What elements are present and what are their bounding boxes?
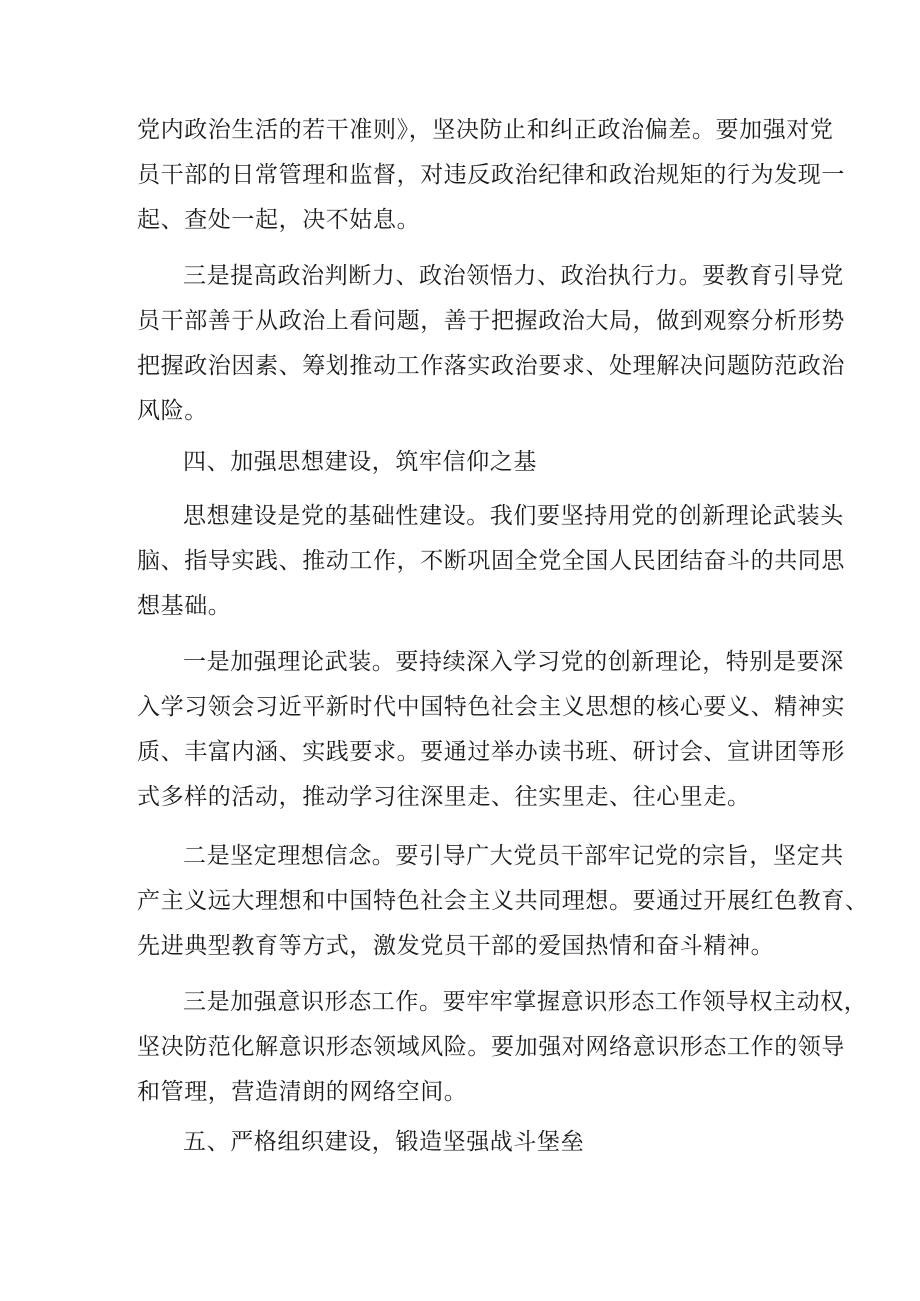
text-line: 先进典型教育等方式，激发党员干部的爱国热情和奋斗精神。 — [137, 933, 775, 959]
text-line: 员干部的日常管理和监督，对违反政治纪律和政治规矩的行为发现一 — [137, 162, 845, 188]
paragraph-theory-armament — [137, 640, 845, 820]
text-line: 一是加强理论武装。要持续深入学习党的创新理论，特别是要深 — [183, 649, 844, 675]
text-line: 起、查处一起，决不姑息。 — [137, 207, 421, 233]
paragraph-political-judgment — [137, 254, 845, 434]
heading-line: 四、加强思想建设，筑牢信仰之基 — [183, 449, 537, 475]
text-line: 员干部善于从政治上看问题，善于把握政治大局，做到观察分析形势 — [137, 308, 845, 334]
text-line: 式多样的活动，推动学习往深里走、往实里走、往心里走。 — [137, 784, 751, 810]
text-line: 产主义远大理想和中国特色社会主义共同理想。要通过开展红色教育、 — [137, 888, 869, 914]
text-line: 入学习领会习近平新时代中国特色社会主义思想的核心要义、精神实 — [137, 694, 845, 720]
text-line: 和管理，营造清朗的网络空间。 — [137, 1079, 468, 1105]
text-line: 二是坚定理想信念。要引导广大党员干部牢记党的宗旨，坚定共 — [183, 843, 844, 869]
section-heading-5 — [137, 1120, 797, 1165]
text-line: 三是提高政治判断力、政治领悟力、政治执行力。要教育引导党 — [183, 263, 844, 289]
paragraph-ideology-work — [137, 980, 868, 1115]
text-line: 把握政治因素、筹划推动工作落实政治要求、处理解决问题防范政治 — [137, 353, 845, 379]
paragraph-ideological-building — [137, 494, 845, 629]
heading-line: 五、严格组织建设，锻造坚强战斗堡垒 — [183, 1129, 585, 1155]
paragraph-continuation — [137, 108, 845, 243]
text-line: 党内政治生活的若干准则》，坚决防止和纠正政治偏差。要加强对党 — [137, 117, 834, 143]
paragraph-ideals-beliefs — [137, 834, 869, 969]
text-line: 风险。 — [137, 398, 208, 424]
text-line: 脑、指导实践、推动工作，不断巩固全党全国人民团结奋斗的共同思 — [137, 548, 845, 574]
section-heading-4 — [137, 440, 797, 485]
text-line: 想基础。 — [137, 593, 232, 619]
text-line: 质、丰富内涵、实践要求。要通过举办读书班、研讨会、宣讲团等形 — [137, 739, 845, 765]
text-line: 坚决防范化解意识形态领域风险。要加强对网络意识形态工作的领导 — [137, 1034, 845, 1060]
text-line: 思想建设是党的基础性建设。我们要坚持用党的创新理论武装头 — [183, 503, 844, 529]
text-line: 三是加强意识形态工作。要牢牢掌握意识形态工作领导权主动权， — [183, 989, 868, 1015]
